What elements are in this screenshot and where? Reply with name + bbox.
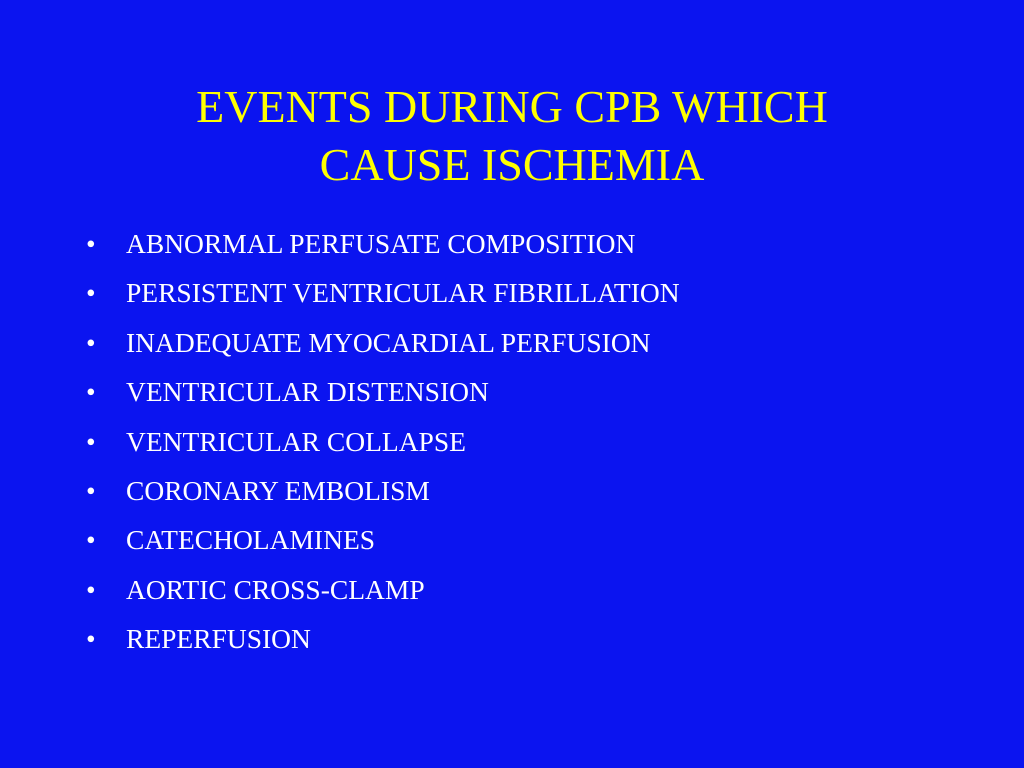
bullet-dot-icon: • — [86, 425, 96, 457]
bullet-dot-icon: • — [86, 524, 96, 556]
bullet-list — [86, 228, 966, 673]
bullet-item — [86, 623, 966, 672]
bullet-item — [86, 574, 966, 623]
bullet-dot-icon: • — [86, 228, 96, 259]
bullet-item — [86, 475, 966, 524]
bullet-item — [86, 277, 966, 326]
bullet-text: REPERFUSION — [126, 623, 311, 655]
bullet-item — [86, 524, 966, 573]
bullet-text: VENTRICULAR DISTENSION — [126, 376, 489, 408]
title-line-2: CAUSE ISCHEMIA — [319, 139, 705, 190]
bullet-item — [86, 327, 966, 376]
bullet-dot-icon: • — [86, 474, 96, 506]
bullet-text: CORONARY EMBOLISM — [126, 474, 430, 506]
bullet-dot-icon: • — [86, 277, 96, 309]
bullet-text: INADEQUATE MYOCARDIAL PERFUSION — [126, 326, 651, 358]
bullet-dot-icon: • — [86, 376, 96, 408]
bullet-dot-icon: • — [86, 623, 96, 655]
bullet-item — [86, 228, 966, 277]
title-line-1: EVENTS DURING CPB WHICH — [196, 81, 828, 132]
bullet-text: AORTIC CROSS-CLAMP — [126, 573, 425, 605]
bullet-text: ABNORMAL PERFUSATE COMPOSITION — [126, 228, 636, 259]
bullet-dot-icon: • — [86, 326, 96, 358]
bullet-text: VENTRICULAR COLLAPSE — [126, 425, 466, 457]
bullet-text: CATECHOLAMINES — [126, 524, 376, 556]
bullet-item — [86, 426, 966, 475]
bullet-item — [86, 376, 966, 425]
bullet-text: PERSISTENT VENTRICULAR FIBRILLATION — [126, 277, 680, 309]
slide-title — [0, 78, 1024, 194]
bullet-dot-icon: • — [86, 573, 96, 605]
